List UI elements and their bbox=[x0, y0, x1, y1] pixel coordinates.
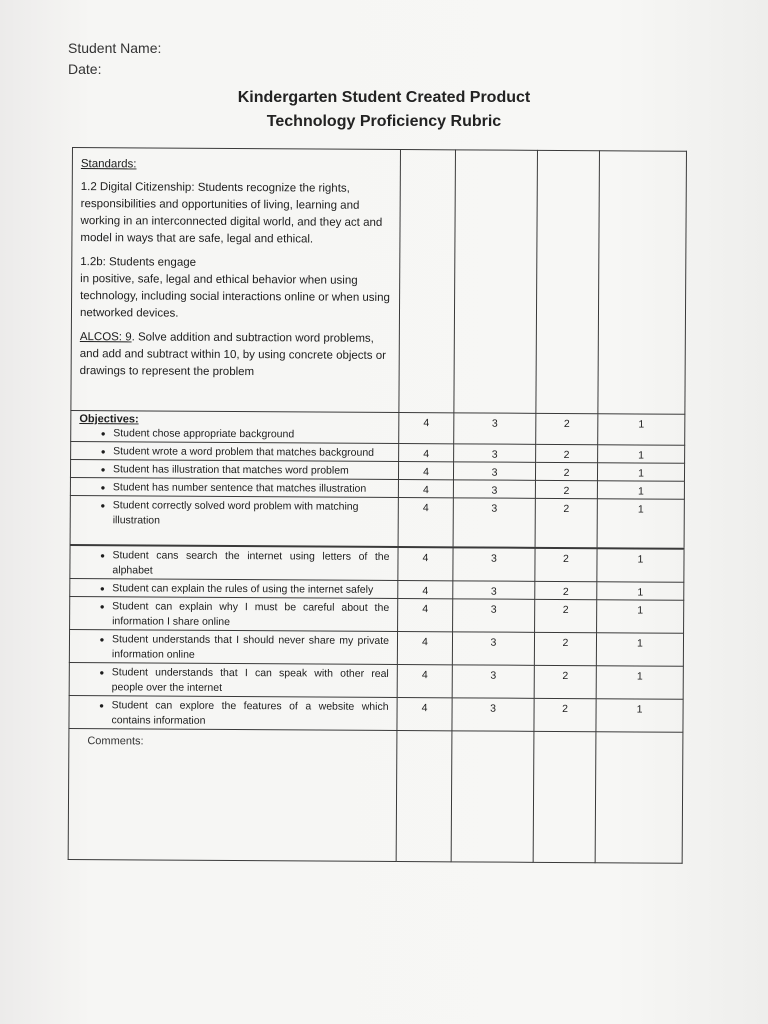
score-cell-empty bbox=[536, 150, 600, 413]
objective-item bbox=[78, 665, 389, 697]
score-cell[interactable]: 1 bbox=[598, 445, 685, 464]
objective-item bbox=[79, 426, 390, 443]
standards-heading: Standards: bbox=[80, 158, 137, 171]
score-cell[interactable]: 4 bbox=[397, 664, 452, 697]
standard-1-2b-label: 1.2b: Students engage bbox=[80, 256, 197, 269]
objective-row bbox=[69, 629, 683, 666]
comments-label[interactable]: Comments: bbox=[68, 728, 397, 861]
score-cell[interactable]: 3 bbox=[452, 665, 534, 699]
objective-cell bbox=[69, 662, 397, 697]
score-cell[interactable]: 1 bbox=[597, 481, 684, 500]
score-cell[interactable]: 4 bbox=[398, 580, 453, 598]
objective-cell bbox=[69, 629, 397, 664]
objective-cell bbox=[70, 477, 398, 497]
comments-empty-cell bbox=[595, 732, 683, 864]
objective-row bbox=[69, 662, 683, 699]
score-cell[interactable]: 4 bbox=[397, 631, 452, 664]
objective-text: Student cans search the internet using letters of the alphabet bbox=[112, 549, 390, 577]
objective-text: Student correctly solved word problem with matching illustration bbox=[112, 499, 359, 527]
objective-text: Student understands that I can speak with other real people over the internet bbox=[111, 666, 389, 694]
objective-row bbox=[70, 545, 684, 582]
score-cell[interactable]: 2 bbox=[534, 698, 596, 731]
objective-item bbox=[78, 581, 389, 598]
objective-text: Student can explain why I must be careful about the information I share online bbox=[112, 600, 390, 628]
objective-text: Student can explore the features of a website which contains information bbox=[111, 699, 389, 727]
score-cell[interactable]: 1 bbox=[596, 699, 683, 733]
comments-empty-cell bbox=[396, 730, 452, 861]
score-cell[interactable]: 4 bbox=[399, 444, 454, 462]
score-cell[interactable]: 1 bbox=[596, 666, 683, 700]
score-cell[interactable]: 2 bbox=[535, 548, 597, 582]
bullet-icon: ● bbox=[100, 429, 106, 439]
objective-item bbox=[79, 444, 390, 461]
objectives-heading: Objectives: bbox=[79, 413, 139, 426]
objective-item bbox=[77, 698, 388, 730]
bullet-icon: ● bbox=[99, 584, 105, 594]
score-cell[interactable]: 1 bbox=[597, 548, 684, 582]
score-cell[interactable]: 1 bbox=[597, 463, 684, 482]
standards-cell bbox=[71, 148, 401, 413]
rubric-table bbox=[68, 147, 687, 864]
document-subtitle: Technology Proficiency Rubric bbox=[266, 113, 502, 130]
score-cell[interactable]: 3 bbox=[454, 444, 536, 463]
bullet-icon: ● bbox=[100, 483, 106, 493]
objective-row bbox=[70, 596, 684, 633]
objective-text: Student has illustration that matches word problem bbox=[112, 463, 349, 477]
score-cell[interactable]: 4 bbox=[398, 462, 453, 480]
objective-item bbox=[79, 498, 390, 530]
score-cell-empty bbox=[454, 150, 538, 413]
objective-cell bbox=[69, 695, 397, 730]
objective-item bbox=[78, 548, 389, 580]
objective-cell bbox=[70, 545, 398, 581]
objective-row bbox=[71, 410, 685, 445]
score-cell[interactable]: 2 bbox=[535, 498, 597, 548]
score-cell[interactable]: 4 bbox=[398, 480, 453, 498]
score-cell-empty bbox=[399, 150, 456, 413]
bullet-icon: ● bbox=[99, 602, 105, 612]
objective-text: Student can explain the rules of using the internet safely bbox=[112, 582, 374, 596]
objective-cell bbox=[70, 596, 398, 631]
score-cell[interactable]: 1 bbox=[596, 633, 683, 667]
student-name-label: Student Name: bbox=[68, 40, 162, 56]
score-cell[interactable]: 2 bbox=[535, 480, 597, 498]
document-title: Kindergarten Student Created Product bbox=[237, 89, 531, 106]
objective-text: Student understands that I should never share my private information online bbox=[111, 633, 390, 661]
standard-1-2b-text: in positive, safe, legal and ethical behavior when using technology, including social interactions online or when using networked devices. bbox=[79, 273, 390, 320]
score-cell[interactable]: 2 bbox=[536, 413, 598, 444]
objective-text: Student wrote a word problem that matches background bbox=[113, 445, 375, 459]
score-cell-empty bbox=[598, 151, 687, 415]
score-cell[interactable]: 4 bbox=[397, 697, 452, 730]
objective-row bbox=[69, 695, 683, 732]
alcos-text: . Solve addition and subtraction word problems, and add and subtract within 10, by using concrete objects or drawings to represent the problem bbox=[79, 331, 386, 379]
score-cell[interactable]: 3 bbox=[453, 480, 535, 499]
bullet-icon: ● bbox=[99, 701, 105, 711]
comments-empty-cell bbox=[451, 731, 534, 862]
score-cell[interactable]: 2 bbox=[535, 462, 597, 480]
score-cell[interactable]: 1 bbox=[597, 582, 684, 601]
score-cell[interactable]: 4 bbox=[398, 547, 453, 581]
comments-empty-cell bbox=[533, 731, 596, 862]
objective-text: Student has number sentence that matches illustration bbox=[112, 481, 367, 495]
alcos-code: ALCOS: 9 bbox=[79, 331, 132, 344]
score-cell[interactable]: 3 bbox=[452, 632, 534, 666]
standard-alcos bbox=[80, 329, 391, 382]
score-cell[interactable]: 3 bbox=[452, 698, 534, 732]
objective-item bbox=[79, 462, 390, 479]
bullet-icon: ● bbox=[100, 465, 106, 475]
score-cell[interactable]: 4 bbox=[399, 413, 454, 444]
score-cell[interactable]: 4 bbox=[398, 598, 453, 631]
bullet-icon: ● bbox=[99, 668, 105, 678]
objective-text: Student chose appropriate background bbox=[113, 427, 295, 441]
objective-item bbox=[78, 632, 389, 664]
score-cell[interactable]: 2 bbox=[535, 581, 597, 599]
score-cell[interactable]: 3 bbox=[453, 462, 535, 481]
standards-row bbox=[71, 148, 687, 415]
score-cell[interactable]: 3 bbox=[454, 413, 536, 445]
score-cell[interactable]: 1 bbox=[598, 414, 685, 446]
objective-cell bbox=[70, 459, 398, 479]
comments-row bbox=[68, 728, 683, 863]
objective-cell bbox=[71, 410, 399, 443]
date-label: Date: bbox=[68, 61, 102, 77]
score-cell[interactable]: 2 bbox=[535, 599, 597, 632]
objective-item bbox=[79, 480, 390, 497]
objective-item bbox=[78, 599, 389, 631]
bullet-icon: ● bbox=[100, 501, 106, 511]
bullet-icon: ● bbox=[100, 551, 105, 561]
standard-1-2b bbox=[80, 254, 391, 324]
bullet-icon: ● bbox=[99, 635, 105, 645]
score-cell[interactable]: 1 bbox=[597, 600, 684, 634]
objective-cell bbox=[71, 441, 399, 461]
objective-cell bbox=[70, 495, 398, 547]
objective-row bbox=[70, 495, 684, 548]
score-cell[interactable]: 1 bbox=[597, 499, 684, 549]
score-cell[interactable]: 2 bbox=[534, 665, 596, 698]
score-cell[interactable]: 3 bbox=[453, 599, 535, 633]
bullet-icon: ● bbox=[100, 447, 106, 457]
objective-cell bbox=[70, 578, 398, 598]
score-cell[interactable]: 3 bbox=[453, 498, 535, 548]
score-cell[interactable]: 2 bbox=[534, 632, 596, 665]
score-cell[interactable]: 4 bbox=[398, 498, 453, 548]
standard-1-2: 1.2 Digital Citizenship: Students recognize the rights, responsibilities and opportunities of living, learning and working in an interconnected digital world, and they act and model in ways that are safe, legal and ethical. bbox=[80, 181, 383, 246]
score-cell[interactable]: 3 bbox=[453, 547, 535, 581]
score-cell[interactable]: 2 bbox=[536, 444, 598, 462]
score-cell[interactable]: 3 bbox=[453, 581, 535, 600]
